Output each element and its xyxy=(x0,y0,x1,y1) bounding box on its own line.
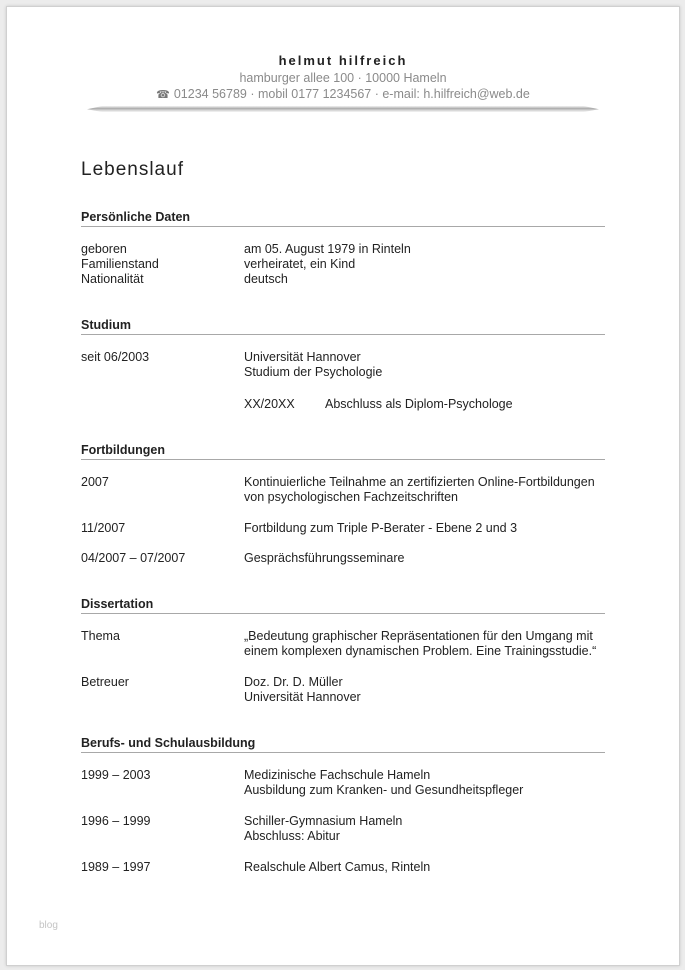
fortbildung-2-line-1: Fortbildung zum Triple P-Berater - Ebene 2 und 3 xyxy=(244,521,518,535)
ausbildung-2-line-2: Abschluss: Abitur xyxy=(244,829,340,843)
fortbildung-1-line-1: Kontinuierliche Teilnahme an zertifizierten Online-Fortbildungen xyxy=(244,475,595,489)
fortbildung-label-1: 2007 xyxy=(81,475,109,489)
section-heading-ausbildung: Berufs- und Schulausbildung xyxy=(81,736,605,753)
section-heading-personal: Persönliche Daten xyxy=(81,210,605,227)
fortbildung-label-2: 11/2007 xyxy=(81,521,126,535)
section-heading-dissertation: Dissertation xyxy=(81,597,605,614)
section-heading-studium: Studium xyxy=(81,318,605,335)
dissertation-betreuer-line-2: Universität Hannover xyxy=(244,690,361,704)
page-title: Lebenslauf xyxy=(81,159,184,180)
personal-value-family: verheiratet, ein Kind xyxy=(244,257,356,271)
ausbildung-1-line-1: Medizinische Fachschule Hameln xyxy=(244,768,431,782)
fortbildung-1-line-2: von psychologischen Fachzeitschriften xyxy=(244,490,459,504)
studium-sub-label: XX/20XX xyxy=(244,397,295,411)
fortbildung-label-3: 04/2007 – 07/2007 xyxy=(81,551,186,565)
personal-value-birth: am 05. August 1979 in Rinteln xyxy=(244,242,411,256)
studium-label: seit 06/2003 xyxy=(81,350,150,364)
ausbildung-1-line-2: Ausbildung zum Kranken- und Gesundheitspfleger xyxy=(244,783,524,797)
studium-sub-value: Abschluss als Diplom-Psychologe xyxy=(325,397,513,411)
section-heading-fortbildungen: Fortbildungen xyxy=(81,443,605,460)
dissertation-thema-line-2: einem komplexen dynamischen Problem. Eine Trainingsstudie.“ xyxy=(244,644,597,658)
dissertation-label-betreuer: Betreuer xyxy=(81,675,129,689)
ausbildung-3-line-1: Realschule Albert Camus, Rinteln xyxy=(244,860,431,874)
fortbildung-3-line-1: Gesprächsführungsseminare xyxy=(244,551,405,565)
cv-page xyxy=(6,6,680,966)
phone-icon: ☎ xyxy=(156,89,170,101)
dissertation-label-thema: Thema xyxy=(81,629,120,643)
personal-value-nationality: deutsch xyxy=(244,272,288,286)
ausbildung-label-3: 1989 – 1997 xyxy=(81,860,151,874)
personal-label-birth: geboren xyxy=(81,242,127,256)
header-contact-line xyxy=(7,87,679,101)
personal-label-nationality: Nationalität xyxy=(81,272,144,286)
watermark: blog xyxy=(39,920,58,931)
ausbildung-2-line-1: Schiller-Gymnasium Hameln xyxy=(244,814,403,828)
personal-label-family: Familienstand xyxy=(81,257,159,271)
studium-line-1: Universität Hannover xyxy=(244,350,361,364)
studium-line-2: Studium der Psychologie xyxy=(244,365,383,379)
header-divider xyxy=(87,106,599,112)
dissertation-thema-line-1: „Bedeutung graphischer Repräsentationen für den Umgang mit xyxy=(244,629,593,643)
header-address: hamburger allee 100 · 10000 Hameln xyxy=(239,71,447,85)
header-contact: 01234 56789 · mobil 0177 1234567 · e-mail: h.hilfreich@web.de xyxy=(173,87,530,101)
header-name: helmut hilfreich xyxy=(278,53,408,68)
dissertation-betreuer-line-1: Doz. Dr. D. Müller xyxy=(244,675,343,689)
ausbildung-label-1: 1999 – 2003 xyxy=(81,768,151,782)
ausbildung-label-2: 1996 – 1999 xyxy=(81,814,151,828)
